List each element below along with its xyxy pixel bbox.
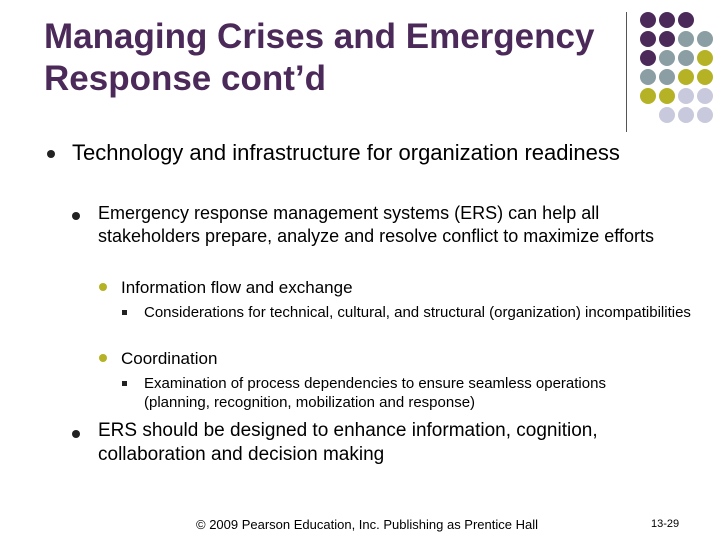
bullet-dot-icon	[99, 283, 107, 291]
bullet-level4-text: Considerations for technical, cultural, and structural (organization) incompatibilities	[144, 304, 691, 321]
bullet-square-icon	[122, 310, 127, 315]
decor-dot	[697, 69, 713, 85]
decor-dot	[697, 50, 713, 66]
decor-dot	[659, 107, 675, 123]
bullet-level2-text: Emergency response management systems (ERS) can help all stakeholders prepare, analyze and resolve conflict to maximize efforts	[98, 203, 654, 246]
decor-dot	[640, 69, 656, 85]
decor-dot	[640, 88, 656, 104]
decor-dot	[678, 69, 694, 85]
decor-dot	[697, 88, 713, 104]
decor-dot	[640, 31, 656, 47]
bullet-level4-text: Examination of process dependencies to ensure seamless operations (planning, recognition, mobilization and response)	[144, 375, 606, 411]
decor-dot	[659, 88, 675, 104]
bullet-dot-icon	[72, 212, 80, 220]
footer-copyright: © 2009 Pearson Education, Inc. Publishing as Prentice Hall	[196, 517, 538, 532]
bullet-level2-text: ERS should be designed to enhance information, cognition, collaboration and decision making	[98, 420, 598, 465]
decor-dot	[678, 107, 694, 123]
decor-dot	[659, 50, 675, 66]
decor-dot	[697, 31, 713, 47]
decor-dot	[659, 69, 675, 85]
decor-dot	[678, 88, 694, 104]
page-number: 13-29	[651, 518, 680, 530]
decor-dot	[678, 50, 694, 66]
bullet-level1-text: Technology and infrastructure for organization readiness	[72, 140, 620, 165]
bullet-dot-icon	[47, 150, 55, 158]
decor-dot	[640, 12, 656, 28]
bullet-dot-icon	[99, 354, 107, 362]
bullet-level3-text: Coordination	[121, 349, 218, 368]
decor-dot	[659, 12, 675, 28]
slide-title: Managing Crises and Emergency Response cont’d	[44, 17, 595, 98]
decor-dot	[640, 50, 656, 66]
decorative-dot-grid	[0, 0, 720, 140]
decor-dot	[697, 107, 713, 123]
bullet-level3-text: Information flow and exchange	[121, 278, 353, 297]
bullet-dot-icon	[72, 430, 80, 438]
decor-dot	[678, 31, 694, 47]
decor-dot	[659, 31, 675, 47]
bullet-square-icon	[122, 381, 127, 386]
decor-dot	[678, 12, 694, 28]
